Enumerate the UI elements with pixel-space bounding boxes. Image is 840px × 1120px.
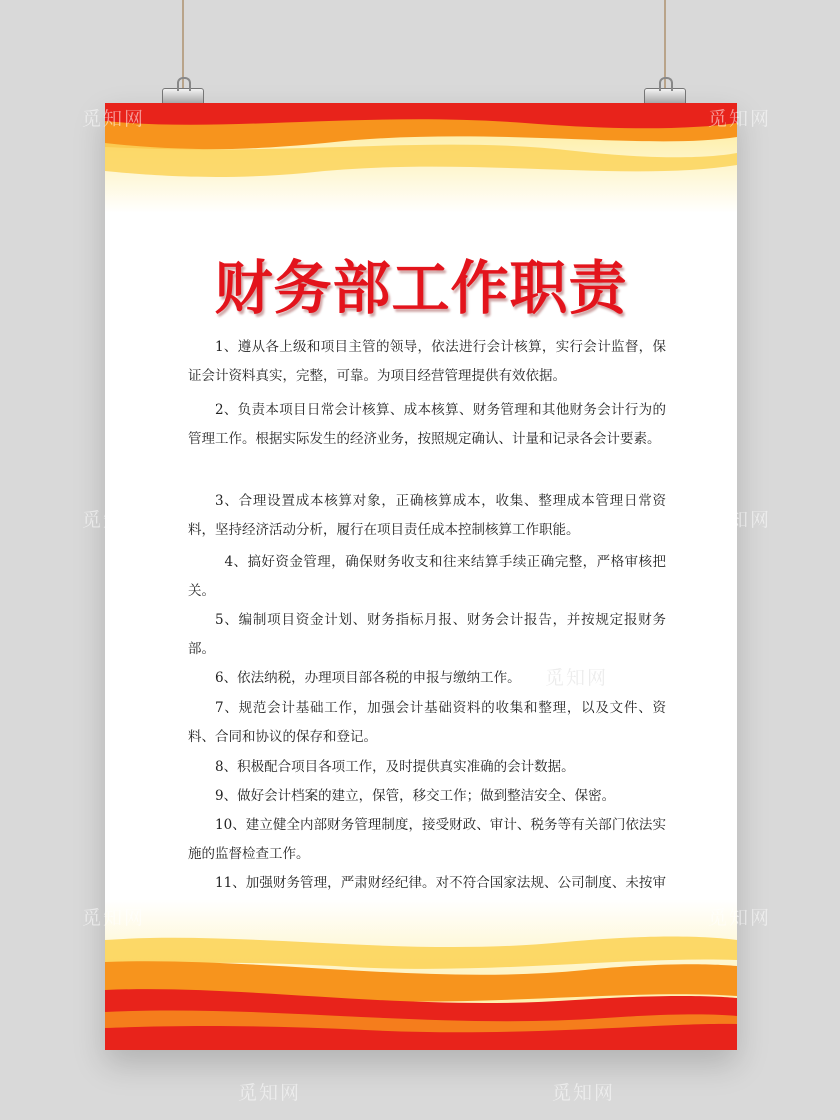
duty-11: 11、加强财务管理，严肃财经纪律。对不符合国家法规、公司制度、未按审: [215, 875, 666, 891]
duty-9: 9、做好会计档案的建立，保管，移交工作；做到整洁安全、保密。: [215, 788, 616, 804]
duty-4: 4、搞好资金管理，确保财务收支和往来结算手续正确完整，严格审核把关。: [188, 554, 666, 599]
poster: [105, 103, 737, 1050]
watermark-bottom-right: 觅知网: [552, 1082, 616, 1104]
watermark-low-right: 觅知网: [708, 907, 772, 929]
duty-7: 7、规范会计基础工作，加强会计基础资料的收集和整理，以及文件、资料、合同和协议的保存和登记。: [188, 700, 666, 745]
poster-title: 财务部工作职责: [214, 254, 628, 322]
duties-list: [105, 333, 737, 933]
duty-6: 6、依法纳税，办理项目部各税的申报与缴纳工作。: [215, 670, 521, 686]
duty-8: 8、积极配合项目各项工作，及时提供真实准确的会计数据。: [215, 759, 575, 775]
watermark-low-left: 觅知网: [82, 907, 146, 929]
watermark-bottom-center: 觅知网: [238, 1082, 302, 1104]
watermark-poster-mid: 觅知网: [545, 667, 609, 689]
duty-1: 1、遵从各上级和项目主管的领导，依法进行会计核算，实行会计监督，保证会计资料真实，完整，可靠。为项目经营管理提供有效依据。: [188, 339, 666, 384]
bottom-wave-band: [105, 900, 737, 1050]
watermark-mid-right: 觅知网: [708, 509, 772, 531]
duty-3: 3、合理设置成本核算对象，正确核算成本，收集、整理成本管理日常资料，坚持经济活动分析，履行在项目责任成本控制核算工作职能。: [188, 493, 666, 538]
watermark-mid-left: 觅知网: [82, 509, 146, 531]
top-wave-band: [105, 103, 737, 213]
watermark-top-left: 觅知网: [82, 108, 146, 130]
duty-10: 10、建立健全内部财务管理制度，接受财政、审计、税务等有关部门依法实施的监督检查工作。: [188, 817, 666, 862]
watermark-top-right: 觅知网: [708, 108, 772, 130]
duty-5: 5、编制项目资金计划、财务指标月报、财务会计报告，并按规定报财务部。: [188, 612, 666, 657]
duty-2: 2、负责本项目日常会计核算、成本核算、财务管理和其他财务会计行为的管理工作。根据实际发生的经济业务，按照规定确认、计量和记录各会计要素。: [188, 402, 666, 447]
